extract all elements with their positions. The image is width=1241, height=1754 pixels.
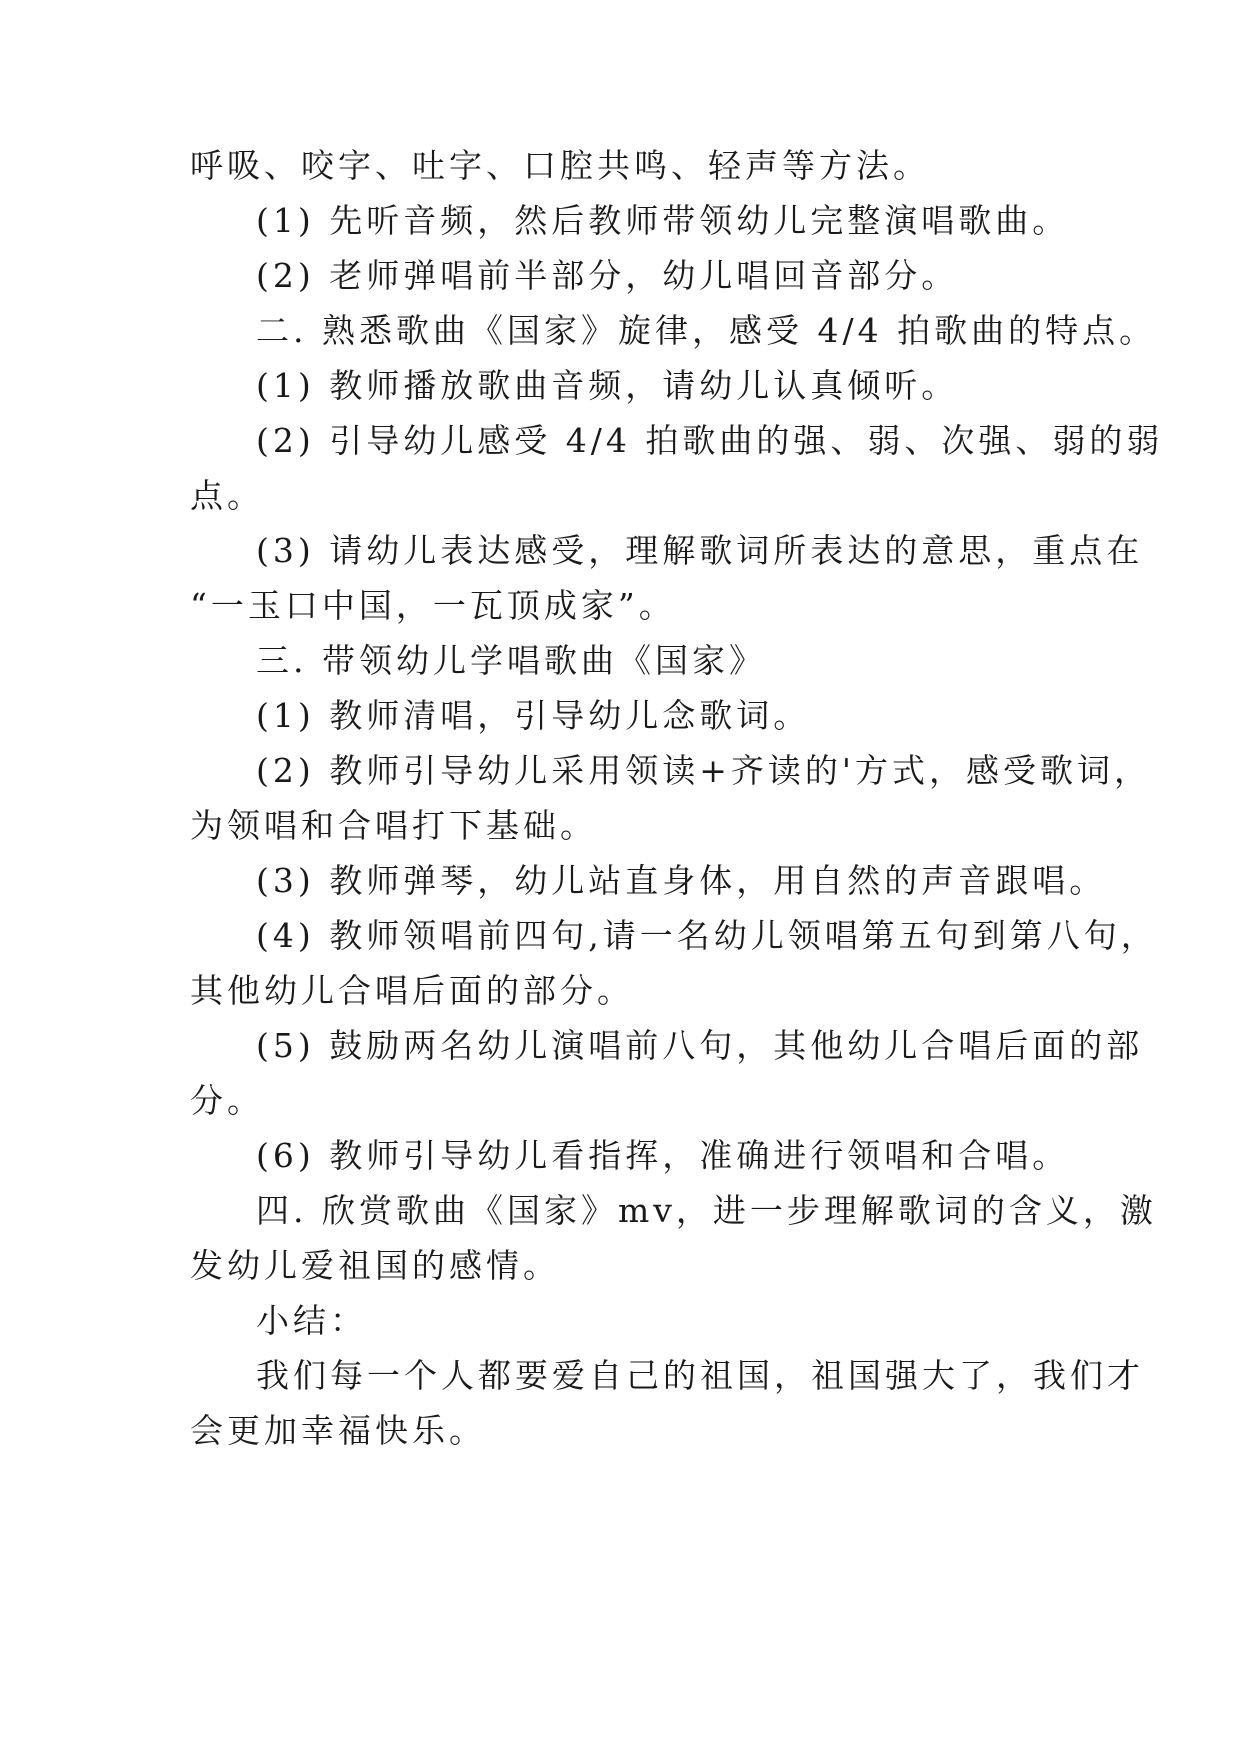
text-line: (5) 鼓励两名幼儿演唱前八句，其他幼儿合唱后面的部 <box>256 1026 1144 1065</box>
text-line: 我们每一个人都要爱自己的祖国，祖国强大了，我们才 <box>256 1356 1144 1395</box>
text-line: (2) 引导幼儿感受 4/4 拍歌曲的强、弱、次强、弱的弱 <box>256 421 1164 460</box>
text-line: (6) 教师引导幼儿看指挥，准确进行领唱和合唱。 <box>256 1136 1070 1175</box>
text-line: (2) 老师弹唱前半部分，幼儿唱回音部分。 <box>256 256 959 295</box>
text-line: (1) 教师播放歌曲音频，请幼儿认真倾听。 <box>256 366 959 405</box>
text-line: 分。 <box>190 1081 264 1120</box>
text-line: 会更加幸福快乐。 <box>190 1411 486 1450</box>
text-line: 其他幼儿合唱后面的部分。 <box>190 971 634 1010</box>
text-line: (4) 教师领唱前四句,请一名幼儿领唱第五句到第八句， <box>256 916 1158 955</box>
text-line: 呼吸、咬字、吐字、口腔共鸣、轻声等方法。 <box>190 146 930 185</box>
text-line: 发幼儿爱祖国的感情。 <box>190 1246 560 1285</box>
section-heading: 三. 带领幼儿学唱歌曲《国家》 <box>256 641 766 680</box>
text-line: 点。 <box>190 476 264 515</box>
section-heading: 四. 欣赏歌曲《国家》mv，进一步理解歌词的含义，激 <box>256 1191 1157 1230</box>
section-heading: 二. 熟悉歌曲《国家》旋律，感受 4/4 拍歌曲的特点。 <box>256 311 1157 350</box>
text-line: “一玉口中国，一瓦顶成家”。 <box>190 586 676 625</box>
text-line: 为领唱和合唱打下基础。 <box>190 806 597 845</box>
text-line: (2) 教师引导幼儿采用领读+齐读的'方式，感受歌词， <box>256 751 1151 790</box>
text-line: (3) 请幼儿表达感受，理解歌词所表达的意思，重点在 <box>256 531 1144 570</box>
text-line: (1) 先听音频，然后教师带领幼儿完整演唱歌曲。 <box>256 201 1070 240</box>
summary-heading: 小结： <box>256 1301 367 1340</box>
text-line: (3) 教师弹琴，幼儿站直身体，用自然的声音跟唱。 <box>256 861 1107 900</box>
text-line: (1) 教师清唱，引导幼儿念歌词。 <box>256 696 811 735</box>
